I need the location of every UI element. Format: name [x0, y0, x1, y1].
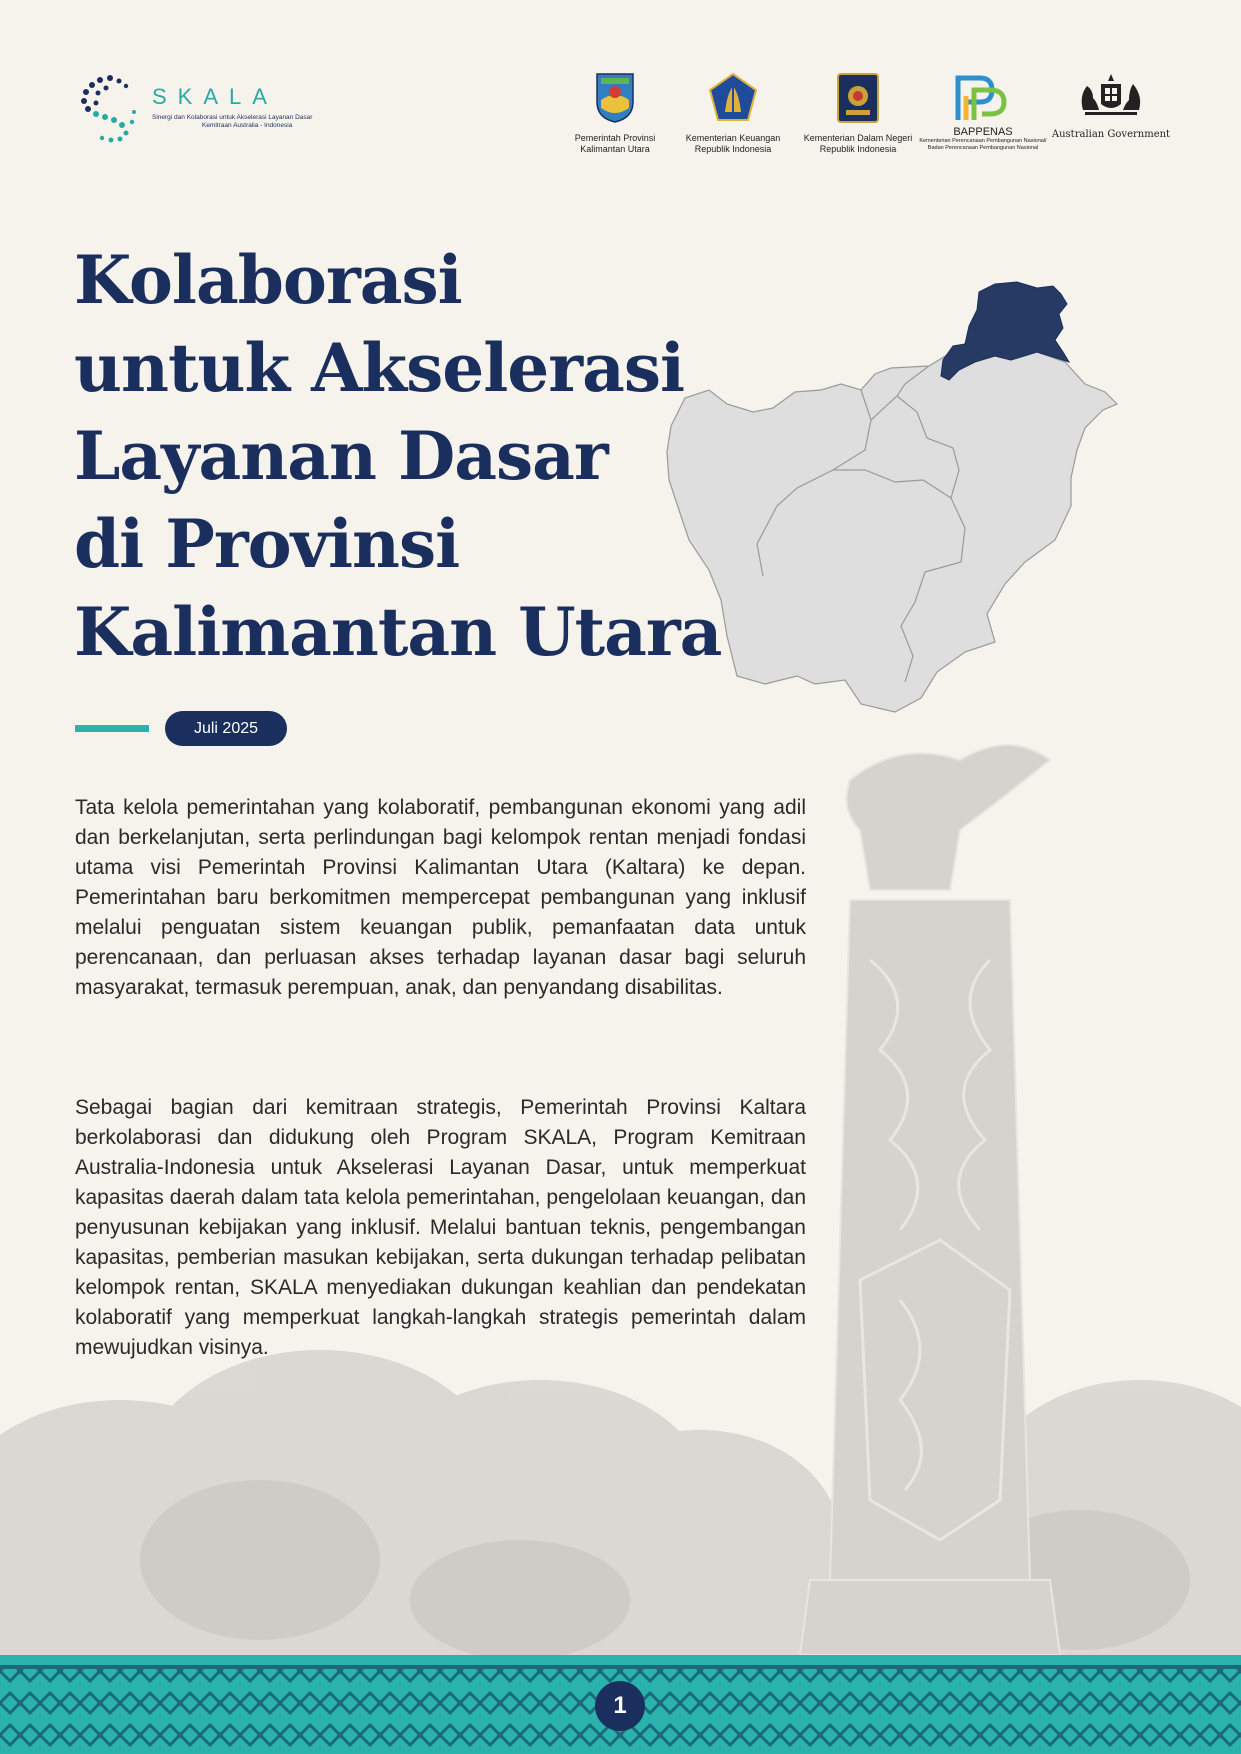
kemendagri-emblem-icon	[836, 72, 880, 124]
skala-tagline	[152, 114, 312, 130]
kemenkeu-emblem-icon	[707, 72, 759, 124]
partner-bappenas	[918, 72, 1048, 152]
skala-swirl-icon	[74, 72, 146, 144]
partner-kaltara-line1: Pemerintah Provinsi	[574, 133, 656, 143]
map-other-provinces	[667, 344, 1117, 712]
partner-bappenas-subtitle: Kementerian Perencanaan Pembangunan Nasional/ Badan Perencanaan Pembangunan Nasional	[919, 138, 1047, 151]
accent-rule	[75, 725, 149, 732]
title-line-3: Layanan Dasar	[74, 417, 608, 495]
page-title	[74, 236, 721, 676]
partnership-paragraph: Sebagai bagian dari kemitraan strategis, Pemerintah Provinsi Kaltara berkolaborasi dan didukung oleh Program SKALA, Program Kemitraan Australia-Indonesia untuk Akselerasi Layanan Dasar, untuk memperkuat kapasitas daerah dalam tata kelola pemerintahan, pengelolaan keuangan, dan penyusunan kebijakan yang inklusif. Melalui bantuan teknis, pengembangan kapasitas, pemberian masukan kebijakan, serta dukungan terhadap pelibatan kelompok rentan, SKALA menyediakan dukungan keahlian dan pendekatan kolaboratif yang memperkuat langkah-langkah strategis pemerintah dalam mewujudkan visinya.	[75, 1096, 806, 1359]
skala-logo	[74, 72, 313, 142]
kaltara-emblem-icon	[593, 72, 637, 124]
kalimantan-map	[665, 280, 1171, 716]
partner-australia	[1050, 72, 1172, 140]
skala-tagline-line1: Sinergi dan Kolaborasi untuk Akselerasi Layanan Dasar	[152, 114, 313, 121]
skala-wordmark: SKALA	[152, 84, 278, 109]
title-line-4: di Provinsi	[74, 505, 460, 583]
partner-kemenkeu	[678, 72, 788, 155]
title-line-2: untuk Akselerasi	[74, 329, 685, 407]
intro-paragraph: Tata kelola pemerintahan yang kolaboratif, pembangunan ekonomi yang adil dan berkelanjutan, serta perlindungan bagi kelompok rentan menjadi fondasi utama visi Pemerintah Provinsi Kalimantan Utara (Kaltara) ke depan. Pemerintahan baru berkomitmen mempercepat pembangunan yang inklusif melalui penguatan sistem keuangan publik, pemanfaatan data untuk perencanaan, dan perluasan akses terhadap layanan dasar bagi seluruh masyarakat, termasuk perempuan, anak, dan penyandang disabilitas.	[75, 796, 806, 999]
page-number: 1	[595, 1681, 645, 1731]
partner-australia-label: Australian Government	[1051, 129, 1171, 140]
partner-kemenkeu-line2: Republik Indonesia	[694, 144, 772, 154]
partner-kaltara	[560, 72, 670, 155]
partner-kemendagri	[796, 72, 920, 155]
bappenas-logo-icon	[954, 72, 1012, 122]
partner-kaltara-line2: Kalimantan Utara	[580, 144, 650, 154]
partner-kemenkeu-line1: Kementerian Keuangan	[685, 133, 781, 143]
partner-kemendagri-line2: Republik Indonesia	[819, 144, 897, 154]
partner-logos	[560, 72, 1170, 162]
title-line-5: Kalimantan Utara	[74, 593, 722, 671]
australia-coat-of-arms-icon	[1071, 72, 1151, 122]
skala-tagline-line2: Kemitraan Australia - Indonesia	[202, 122, 293, 129]
title-line-1: Kolaborasi	[74, 241, 462, 319]
partner-kemendagri-line1: Kementerian Dalam Negeri	[803, 133, 913, 143]
partner-bappenas-name: BAPPENAS	[953, 126, 1013, 138]
date-badge: Juli 2025	[165, 711, 287, 746]
